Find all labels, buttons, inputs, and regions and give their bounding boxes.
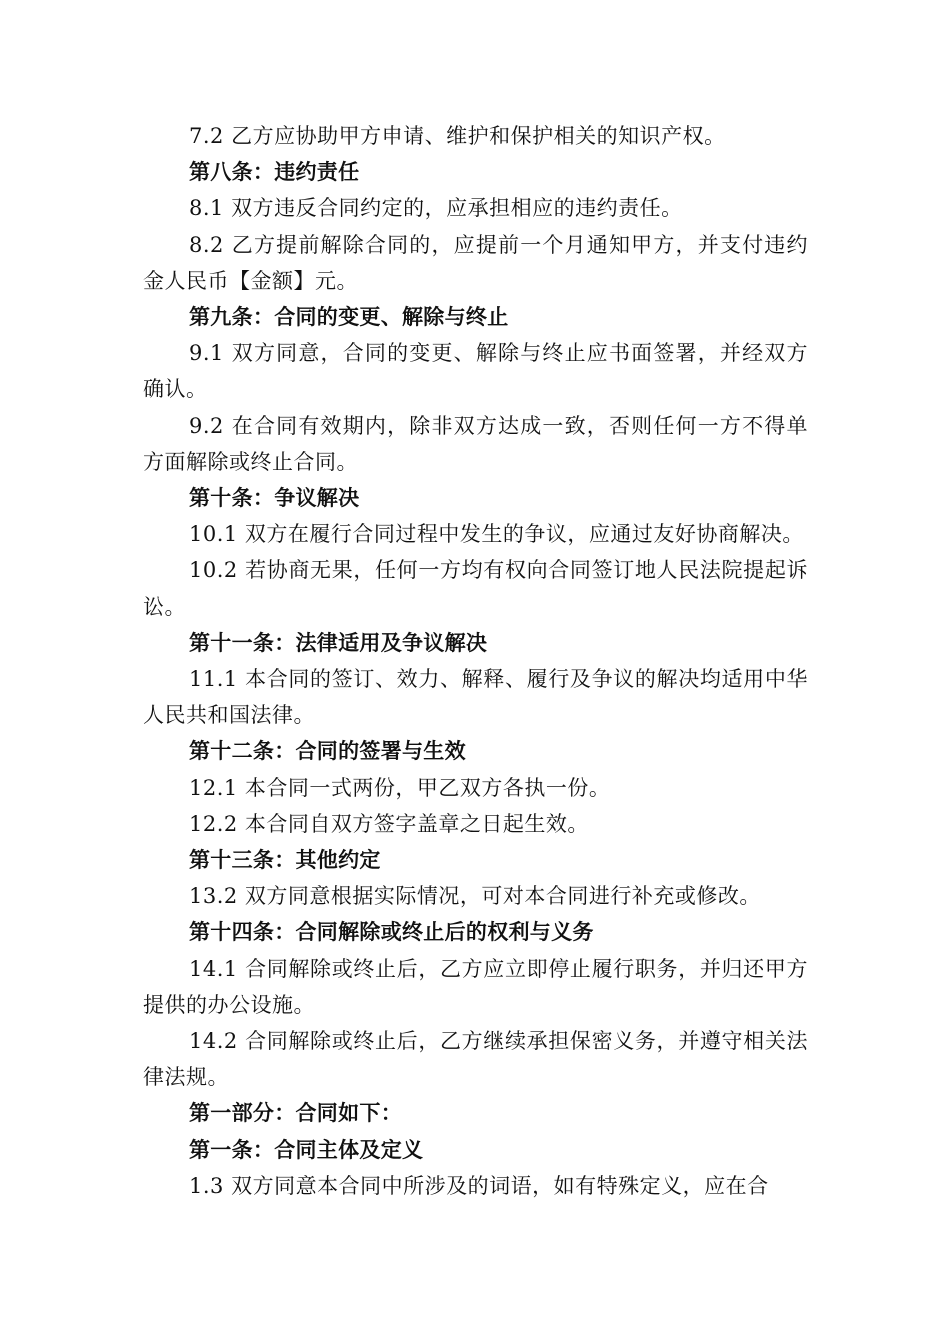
article-1-heading: 第一条：合同主体及定义	[189, 1137, 424, 1162]
article-9-heading: 第九条：合同的变更、解除与终止	[189, 305, 509, 330]
clause-9-2: 9.2 在合同有效期内，除非双方达成一致，否则任何一方不得单方面解除或终止合同。	[143, 413, 808, 474]
clause-9-1: 9.1 双方同意，合同的变更、解除与终止应书面签署，并经双方确认。	[143, 341, 808, 402]
clause-13-2: 13.2 双方同意根据实际情况，可对本合同进行补充或修改。	[189, 884, 761, 909]
clause-12-2: 12.2 本合同自双方签字盖章之日起生效。	[189, 811, 589, 836]
document-body	[143, 118, 808, 1204]
clause-12-1: 12.1 本合同一式两份，甲乙双方各执一份。	[189, 775, 611, 800]
article-10-heading: 第十条：争议解决	[189, 486, 360, 511]
clause-8-2: 8.2 乙方提前解除合同的，应提前一个月通知甲方，并支付违约金人民币【金额】元。	[143, 232, 808, 293]
clause-7-2: 7.2 乙方应协助甲方申请、维护和保护相关的知识产权。	[189, 124, 726, 148]
clause-8-1: 8.1 双方违反合同约定的，应承担相应的违约责任。	[189, 196, 683, 221]
article-14-heading: 第十四条：合同解除或终止后的权利与义务	[189, 920, 594, 945]
clause-14-1: 14.1 合同解除或终止后，乙方应立即停止履行职务，并归还甲方提供的办公设施。	[143, 956, 808, 1017]
article-12-heading: 第十二条：合同的签署与生效	[189, 739, 466, 764]
clause-11-1: 11.1 本合同的签订、效力、解释、履行及争议的解决均适用中华人民共和国法律。	[143, 667, 808, 728]
article-11-heading: 第十一条：法律适用及争议解决	[189, 630, 488, 655]
part-1-heading: 第一部分：合同如下：	[189, 1101, 402, 1126]
clause-14-2: 14.2 合同解除或终止后，乙方继续承担保密义务，并遵守相关法律法规。	[143, 1029, 808, 1090]
clause-1-3: 1.3 双方同意本合同中所涉及的词语，如有特殊定义，应在合	[189, 1173, 769, 1198]
clause-10-2: 10.2 若协商无果，任何一方均有权向合同签订地人民法院提起诉讼。	[143, 558, 808, 619]
article-13-heading: 第十三条：其他约定	[189, 848, 381, 873]
clause-10-1: 10.1 双方在履行合同过程中发生的争议，应通过友好协商解决。	[189, 522, 804, 547]
article-8-heading: 第八条：违约责任	[189, 160, 360, 185]
